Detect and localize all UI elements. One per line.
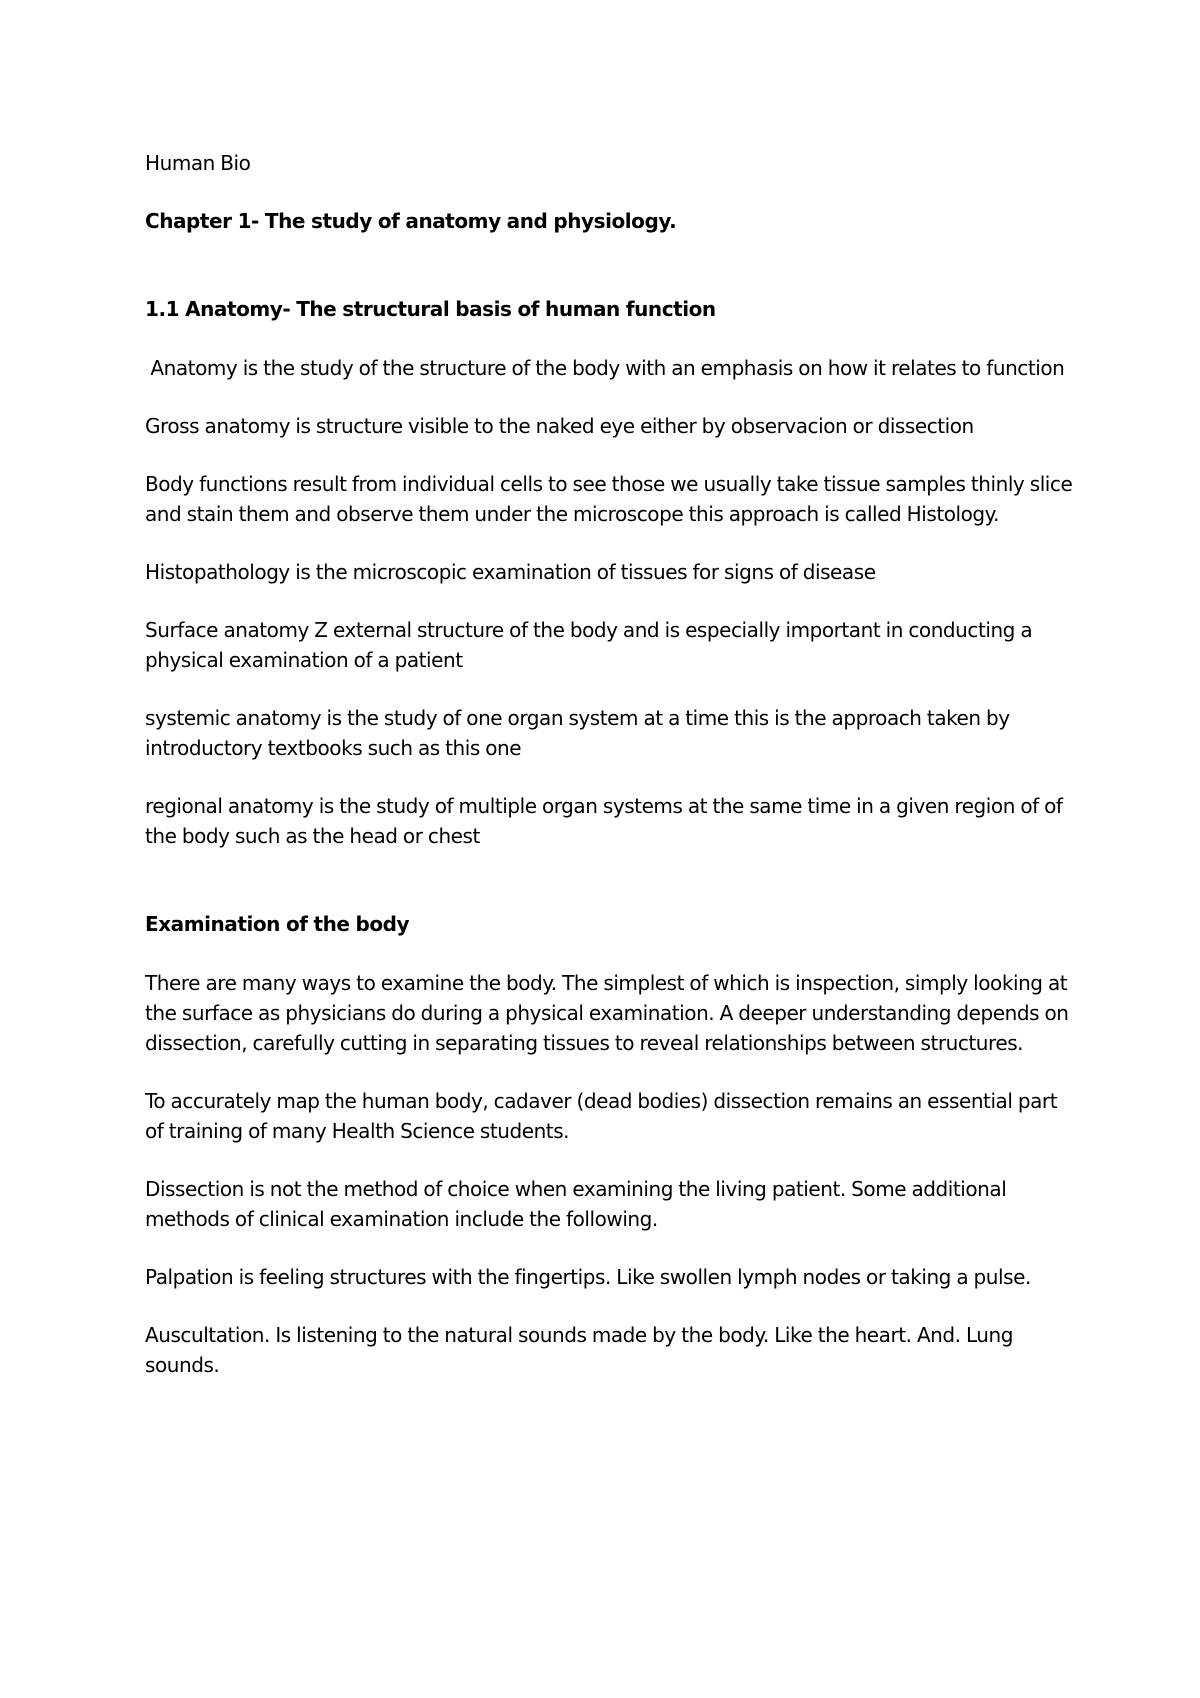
paragraph-inspection: There are many ways to examine the body. The simplest of which is inspection, simply looking at the surface as physicians do during a physical examination. A deeper understanding depends on dissection, carefully cutting in separating tissues to reveal relationships between structures.: [145, 971, 1069, 1055]
section-heading: 1.1 Anatomy- The structural basis of human function: [145, 297, 716, 321]
document-body: [145, 148, 1075, 1408]
paragraph-regional-anatomy: regional anatomy is the study of multiple organ systems at the same time in a given region of of the body such as the head or chest: [145, 794, 1063, 848]
paragraph-anatomy-definition: Anatomy is the study of the structure of the body with an emphasis on how it relates to function: [145, 356, 1065, 380]
paragraph-histopathology: Histopathology is the microscopic examination of tissues for signs of disease: [145, 560, 876, 584]
paragraph-histology: Body functions result from individual cells to see those we usually take tissue samples thinly slice and stain them and observe them under the microscope this approach is called Histology.: [145, 472, 1073, 526]
paragraph-systemic-anatomy: systemic anatomy is the study of one organ system at a time this is the approach taken by introductory textbooks such as this one: [145, 706, 1010, 760]
document-title: Human Bio: [145, 151, 251, 175]
paragraph-gross-anatomy: Gross anatomy is structure visible to the naked eye either by observacion or dissection: [145, 414, 974, 438]
exam-heading: Examination of the body: [145, 912, 410, 936]
paragraph-surface-anatomy: Surface anatomy Z external structure of the body and is especially important in conducting a physical examination of a patient: [145, 618, 1033, 672]
paragraph-auscultation: Auscultation. Is listening to the natural sounds made by the body. Like the heart. And. Lung sounds.: [145, 1323, 1014, 1377]
paragraph-cadaver-dissection: To accurately map the human body, cadaver (dead bodies) dissection remains an essential part of training of many Health Science students.: [145, 1089, 1058, 1143]
chapter-heading: Chapter 1- The study of anatomy and physiology.: [145, 209, 677, 233]
paragraph-palpation: Palpation is feeling structures with the fingertips. Like swollen lymph nodes or taking a pulse.: [145, 1265, 1031, 1289]
paragraph-clinical-methods: Dissection is not the method of choice when examining the living patient. Some additional methods of clinical examination include the following.: [145, 1177, 1007, 1231]
